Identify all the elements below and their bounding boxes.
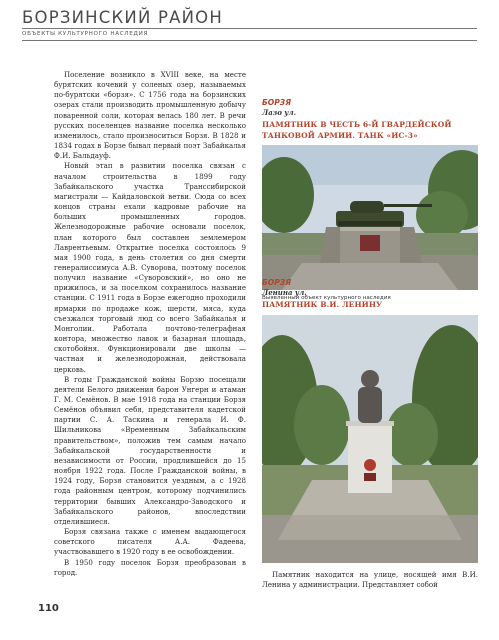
page-number: 110 bbox=[38, 603, 59, 614]
monument-street: Лазо ул. bbox=[262, 108, 297, 117]
monument-title: ПАМЯТНИК В ЧЕСТЬ 6-Й ГВАРДЕЙСКОЙ ТАНКОВОЙ АРМИИ. ТАНК «ИС-3» bbox=[262, 120, 452, 140]
heritage-caption: Выявленный объект культурного наследия bbox=[262, 295, 391, 301]
tank-monument-photo bbox=[262, 145, 478, 290]
lenin-monument-photo bbox=[262, 315, 478, 563]
history-text bbox=[54, 70, 246, 578]
header-rule-top bbox=[22, 28, 477, 29]
monument-lenin-section bbox=[262, 278, 478, 563]
monument-tank-section bbox=[262, 98, 478, 302]
section-title: БОРЗИНСКИЙ РАЙОН bbox=[22, 8, 223, 27]
lenin-description bbox=[262, 570, 478, 590]
history-paragraph: Поселение возникло в XVIII веке, на месте бурятских кочевий у соленых озер, называемых по-бурятски «борзя». С 1756 года на борзинских озерах стали производить промышленную добычу поваренной соли, которая велась 180 лет. В речи русских поселенцев название поселка несколько изменилось, стало произноситься Борзя. В 1828 и 1834 годах в Борзе бывал первый поэт Забайкалья Ф.И. Бальдауф. bbox=[54, 70, 246, 161]
header-rule-bottom bbox=[22, 40, 477, 41]
history-paragraph: Новый этап в развитии поселка связан с началом строительства в 1899 году Забайкальского участка Транссибирской магистрали — Кайдаловской ветви. Сюда со всех концов страны ехали кадровые рабочие на больших промышленных городов. Железнодорожные рабочие основали поселок, план которого был составлен землемером Лаврентьевым. Открытие поселка состоялось 9 мая 1900 года, в день столетия со дня смерти генералиссимуса А.В. Суворова, поэтому поселок получил название «Суворовский», но оно не прижилось, и за поселком сохранилось название станции. С 1911 года в Борзе ежегодно проходили ярмарки по продаже кож, шерсти, мяса, куда съезжался торговый люд со всего Забайкалья и Монголии. Работала почтово-телеграфная контора, множество лавок и базарная площадь, скотобойня. Функционировали две школы — частная и железнодорожная, действовала церковь. bbox=[54, 161, 246, 374]
monument-title: ПАМЯТНИК В.И. ЛЕНИНУ bbox=[262, 300, 383, 309]
history-paragraph: В годы Гражданской войны Борзю посещали деятели Белого движения барон Унгерн и атаман Г. М. Семёнов. В мае 1918 года на станции Борзя Семёнов объявил себя, представителя кадетской партии С. А. Таскина и генерала И. Ф. Шильникова «Временным Забайкальским правительством», положив тем самым начало Забайкальской государственности и независимости от России, продлившейся до 15 ноября 1922 года. После Гражданской войны, в 1924 году, Борзя становится уездным, а с 1928 года районным центром, которому подчинились территории бывших Александро-Заводского и Забайкальского районов, впоследствии отделившиеся. bbox=[54, 374, 246, 526]
lenin-description-text: Памятник находится на улице, носящей имя В.И. Ленина у администрации. Представляет собой bbox=[262, 570, 478, 590]
history-paragraph: В 1950 году поселок Борзя преобразован в город. bbox=[54, 557, 246, 577]
history-paragraph: Борзя связана также с именем выдающегося советского писателя А.А. Фадеева, участвовавшего в 1920 году в ее освобождении. bbox=[54, 527, 246, 557]
monument-street: Ленина ул. bbox=[262, 288, 307, 297]
monument-city: БОРЗЯ bbox=[262, 98, 292, 107]
monument-city: БОРЗЯ bbox=[262, 278, 292, 287]
section-subtitle: ОБЪЕКТЫ КУЛЬТУРНОГО НАСЛЕДИЯ bbox=[22, 31, 149, 37]
